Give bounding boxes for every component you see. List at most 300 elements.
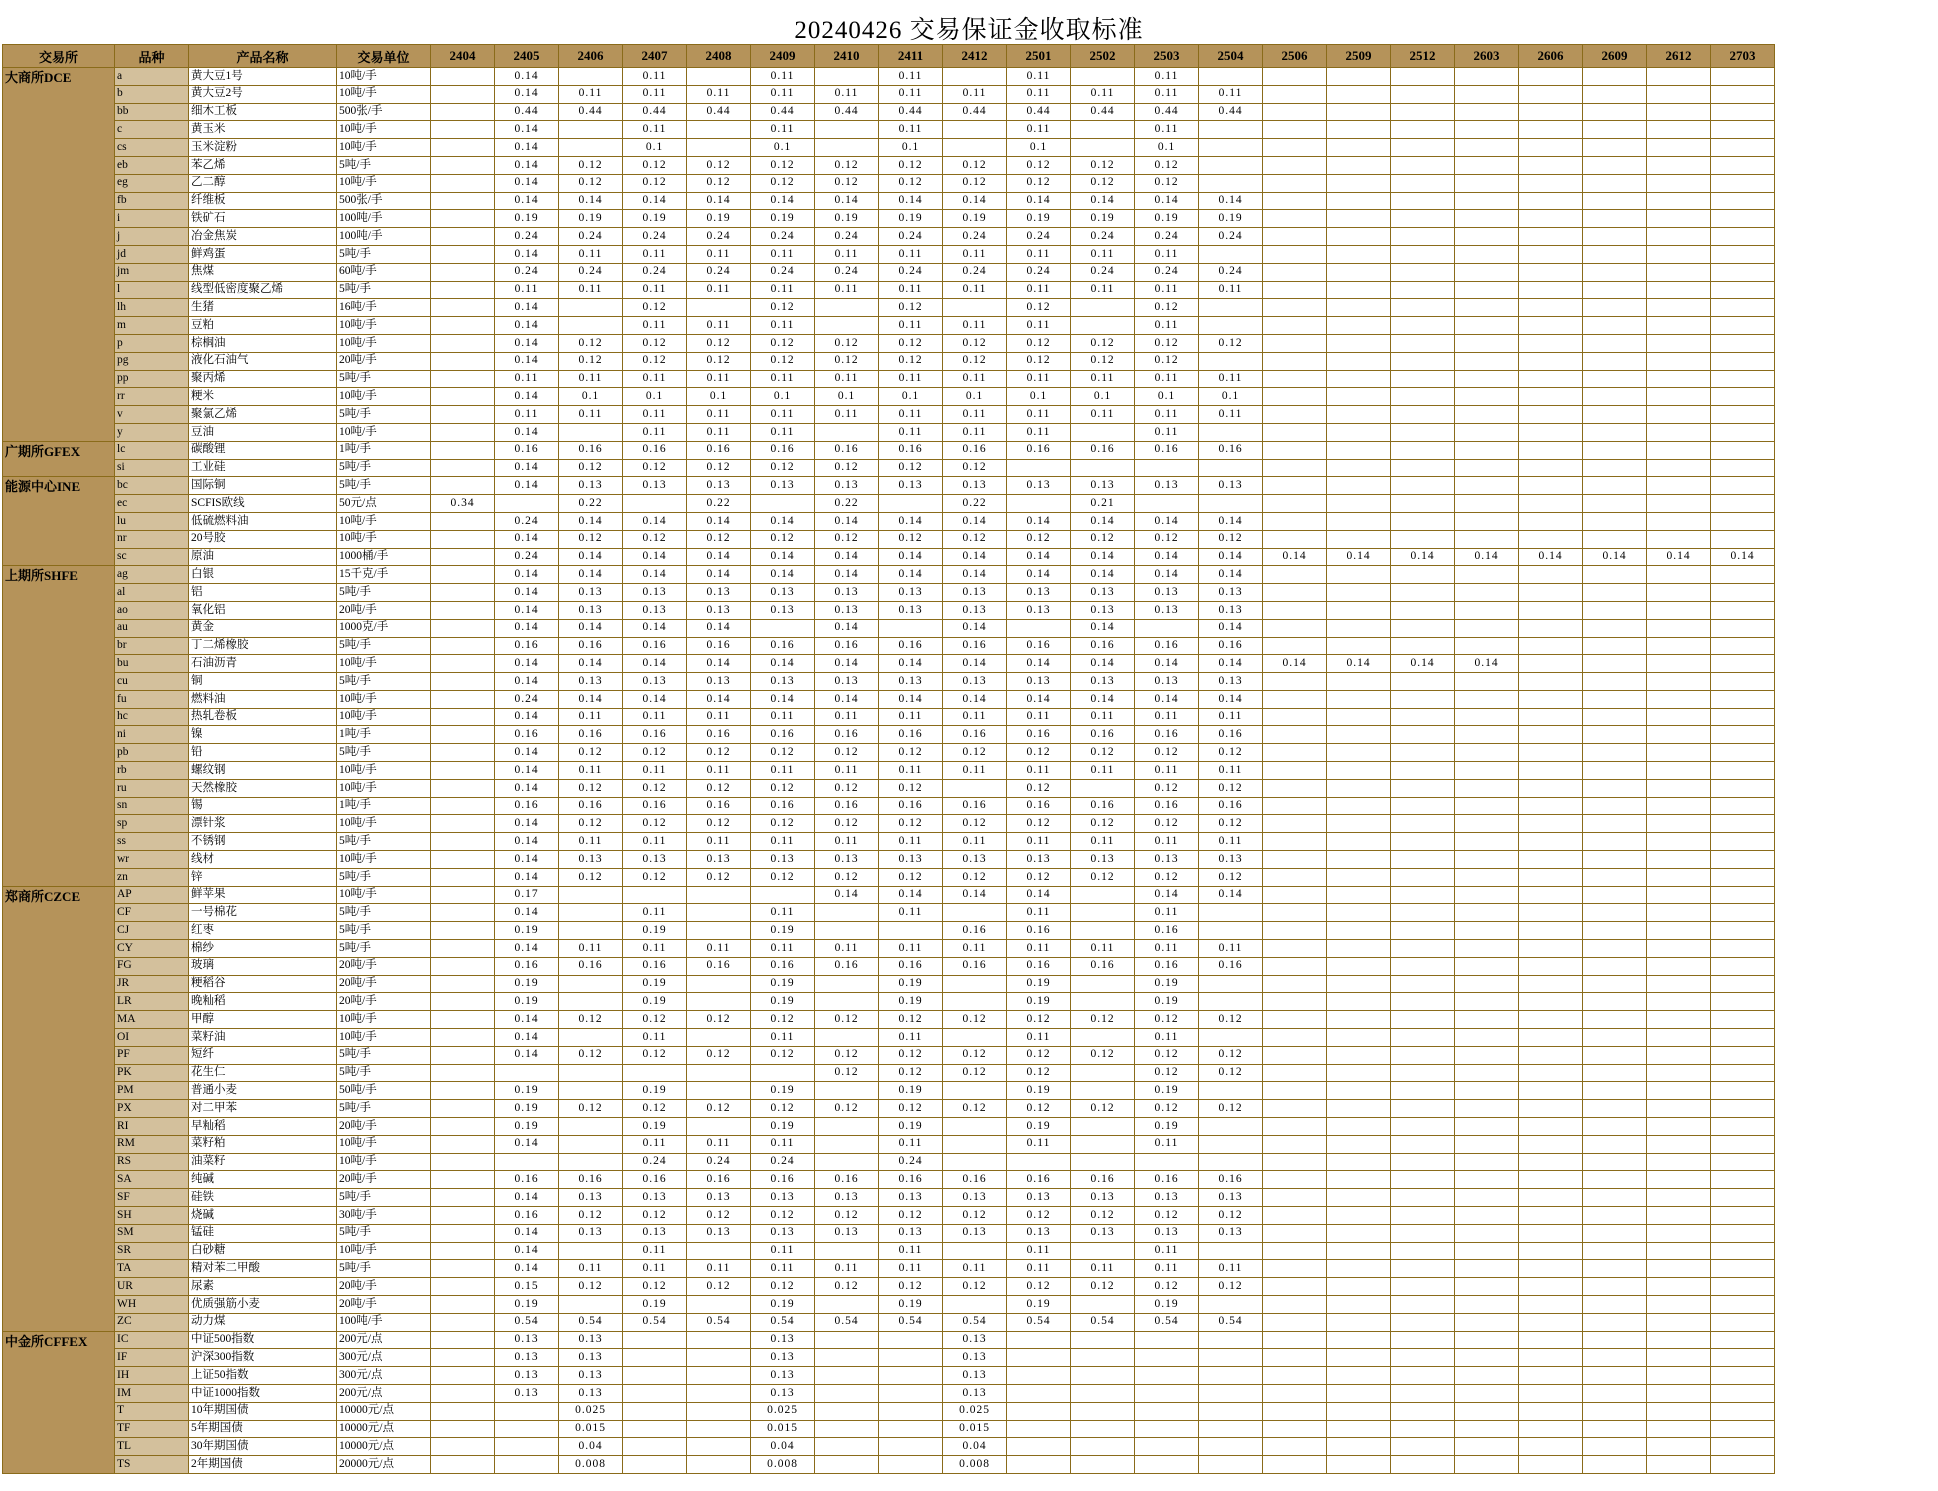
value-cell-bu-2409: 0.14 <box>751 655 815 673</box>
value-cell-CF-2405: 0.14 <box>495 904 559 922</box>
value-cell-RS-2606 <box>1519 1153 1583 1171</box>
value-cell-si-2406: 0.12 <box>559 459 623 477</box>
value-cell-PM-2409: 0.19 <box>751 1082 815 1100</box>
code-cell: zn <box>115 868 189 886</box>
product-name-cell: 中证500指数 <box>189 1331 337 1349</box>
unit-cell: 10吨/手 <box>337 1153 431 1171</box>
value-cell-si-2411: 0.12 <box>879 459 943 477</box>
value-cell-j-2503: 0.24 <box>1135 228 1199 246</box>
value-cell-SM-2501: 0.13 <box>1007 1224 1071 1242</box>
value-cell-lh-2502 <box>1071 299 1135 317</box>
col-header-month-2612: 2612 <box>1647 45 1711 68</box>
value-cell-IM-2503 <box>1135 1384 1199 1402</box>
value-cell-jm-2411: 0.24 <box>879 263 943 281</box>
value-cell-T-2411 <box>879 1402 943 1420</box>
value-cell-nr-2406: 0.12 <box>559 530 623 548</box>
value-cell-MA-2408: 0.12 <box>687 1011 751 1029</box>
value-cell-IH-2504 <box>1199 1367 1263 1385</box>
value-cell-pp-2411: 0.11 <box>879 370 943 388</box>
value-cell-lu-2503: 0.14 <box>1135 512 1199 530</box>
value-cell-FG-2512 <box>1391 957 1455 975</box>
unit-cell: 10吨/手 <box>337 1135 431 1153</box>
value-cell-al-2408: 0.13 <box>687 584 751 602</box>
value-cell-sc-2506: 0.14 <box>1263 548 1327 566</box>
table-row-eg <box>3 174 1775 192</box>
value-cell-l-2410: 0.11 <box>815 281 879 299</box>
value-cell-jd-2412: 0.11 <box>943 245 1007 263</box>
exchange-cell: 中金所CFFEX <box>3 1331 115 1473</box>
value-cell-pg-2703 <box>1711 352 1775 370</box>
value-cell-RS-2506 <box>1263 1153 1327 1171</box>
exchange-cell: 能源中心INE <box>3 477 115 566</box>
code-cell: c <box>115 121 189 139</box>
value-cell-CJ-2408 <box>687 922 751 940</box>
value-cell-MA-2407: 0.12 <box>623 1011 687 1029</box>
value-cell-CF-2503: 0.11 <box>1135 904 1199 922</box>
value-cell-b-2412: 0.11 <box>943 85 1007 103</box>
value-cell-au-2411 <box>879 619 943 637</box>
value-cell-ZC-2406: 0.54 <box>559 1313 623 1331</box>
value-cell-RM-2409: 0.11 <box>751 1135 815 1153</box>
value-cell-zn-2409: 0.12 <box>751 868 815 886</box>
value-cell-PM-2411: 0.19 <box>879 1082 943 1100</box>
value-cell-TF-2606 <box>1519 1420 1583 1438</box>
value-cell-IM-2407 <box>623 1384 687 1402</box>
value-cell-bc-2609 <box>1583 477 1647 495</box>
value-cell-l-2503: 0.11 <box>1135 281 1199 299</box>
value-cell-lu-2407: 0.14 <box>623 512 687 530</box>
margin-table-body <box>3 68 1775 1474</box>
value-cell-SA-2410: 0.16 <box>815 1171 879 1189</box>
value-cell-cs-2506 <box>1263 139 1327 157</box>
value-cell-zn-2509 <box>1327 868 1391 886</box>
value-cell-ss-2509 <box>1327 833 1391 851</box>
value-cell-T-2509 <box>1327 1402 1391 1420</box>
value-cell-hc-2502: 0.11 <box>1071 708 1135 726</box>
value-cell-pb-2411: 0.12 <box>879 744 943 762</box>
value-cell-m-2501: 0.11 <box>1007 317 1071 335</box>
value-cell-pg-2409: 0.12 <box>751 352 815 370</box>
value-cell-RM-2412 <box>943 1135 1007 1153</box>
value-cell-pg-2506 <box>1263 352 1327 370</box>
value-cell-l-2703 <box>1711 281 1775 299</box>
unit-cell: 100吨/手 <box>337 210 431 228</box>
code-cell: j <box>115 228 189 246</box>
col-header-month-2703: 2703 <box>1711 45 1775 68</box>
value-cell-i-2504: 0.19 <box>1199 210 1263 228</box>
value-cell-IM-2408 <box>687 1384 751 1402</box>
value-cell-RS-2609 <box>1583 1153 1647 1171</box>
product-name-cell: 对二甲苯 <box>189 1100 337 1118</box>
unit-cell: 5吨/手 <box>337 904 431 922</box>
value-cell-nr-2509 <box>1327 530 1391 548</box>
value-cell-PM-2606 <box>1519 1082 1583 1100</box>
value-cell-ru-2410: 0.12 <box>815 779 879 797</box>
value-cell-cu-2409: 0.13 <box>751 673 815 691</box>
value-cell-FG-2408: 0.16 <box>687 957 751 975</box>
unit-cell: 5吨/手 <box>337 1100 431 1118</box>
value-cell-sn-2406: 0.16 <box>559 797 623 815</box>
value-cell-TF-2512 <box>1391 1420 1455 1438</box>
value-cell-TL-2503 <box>1135 1438 1199 1456</box>
value-cell-pb-2406: 0.12 <box>559 744 623 762</box>
value-cell-ni-2407: 0.16 <box>623 726 687 744</box>
value-cell-hc-2504: 0.11 <box>1199 708 1263 726</box>
unit-cell: 5吨/手 <box>337 156 431 174</box>
value-cell-ni-2504: 0.16 <box>1199 726 1263 744</box>
value-cell-PF-2512 <box>1391 1046 1455 1064</box>
value-cell-bb-2411: 0.44 <box>879 103 943 121</box>
code-cell: bc <box>115 477 189 495</box>
value-cell-WH-2411: 0.19 <box>879 1295 943 1313</box>
value-cell-jm-2509 <box>1327 263 1391 281</box>
value-cell-ss-2703 <box>1711 833 1775 851</box>
product-name-cell: SCFIS欧线 <box>189 495 337 513</box>
value-cell-eb-2411: 0.12 <box>879 156 943 174</box>
value-cell-j-2406: 0.24 <box>559 228 623 246</box>
value-cell-TL-2406: 0.04 <box>559 1438 623 1456</box>
value-cell-rb-2509 <box>1327 762 1391 780</box>
value-cell-c-2509 <box>1327 121 1391 139</box>
value-cell-nr-2512 <box>1391 530 1455 548</box>
value-cell-PX-2504: 0.12 <box>1199 1100 1263 1118</box>
value-cell-AP-2411: 0.14 <box>879 886 943 904</box>
value-cell-cu-2408: 0.13 <box>687 673 751 691</box>
value-cell-T-2406: 0.025 <box>559 1402 623 1420</box>
value-cell-ru-2501: 0.12 <box>1007 779 1071 797</box>
value-cell-MA-2509 <box>1327 1011 1391 1029</box>
value-cell-SH-2412: 0.12 <box>943 1207 1007 1225</box>
value-cell-fb-2502: 0.14 <box>1071 192 1135 210</box>
table-row-p <box>3 334 1775 352</box>
value-cell-ao-2503: 0.13 <box>1135 601 1199 619</box>
product-name-cell: 低硫燃料油 <box>189 512 337 530</box>
code-cell: RS <box>115 1153 189 1171</box>
value-cell-TF-2411 <box>879 1420 943 1438</box>
value-cell-lh-2410 <box>815 299 879 317</box>
value-cell-PX-2503: 0.12 <box>1135 1100 1199 1118</box>
value-cell-v-2411: 0.11 <box>879 406 943 424</box>
value-cell-FG-2503: 0.16 <box>1135 957 1199 975</box>
code-cell: fb <box>115 192 189 210</box>
value-cell-bc-2404 <box>431 477 495 495</box>
value-cell-CY-2503: 0.11 <box>1135 940 1199 958</box>
value-cell-IH-2506 <box>1263 1367 1327 1385</box>
value-cell-PF-2405: 0.14 <box>495 1046 559 1064</box>
value-cell-sc-2406: 0.14 <box>559 548 623 566</box>
value-cell-c-2410 <box>815 121 879 139</box>
unit-cell: 60吨/手 <box>337 263 431 281</box>
value-cell-jm-2405: 0.24 <box>495 263 559 281</box>
value-cell-ni-2503: 0.16 <box>1135 726 1199 744</box>
value-cell-si-2509 <box>1327 459 1391 477</box>
value-cell-RM-2501: 0.11 <box>1007 1135 1071 1153</box>
value-cell-jd-2603 <box>1455 245 1519 263</box>
value-cell-PX-2603 <box>1455 1100 1519 1118</box>
value-cell-IC-2406: 0.13 <box>559 1331 623 1349</box>
value-cell-lh-2501: 0.12 <box>1007 299 1071 317</box>
value-cell-jd-2407: 0.11 <box>623 245 687 263</box>
value-cell-CJ-2404 <box>431 922 495 940</box>
value-cell-c-2503: 0.11 <box>1135 121 1199 139</box>
value-cell-AP-2504: 0.14 <box>1199 886 1263 904</box>
value-cell-ZC-2603 <box>1455 1313 1519 1331</box>
code-cell: TA <box>115 1260 189 1278</box>
value-cell-bu-2410: 0.14 <box>815 655 879 673</box>
value-cell-j-2412: 0.24 <box>943 228 1007 246</box>
value-cell-ss-2603 <box>1455 833 1519 851</box>
value-cell-sp-2412: 0.12 <box>943 815 1007 833</box>
value-cell-c-2606 <box>1519 121 1583 139</box>
value-cell-WH-2512 <box>1391 1295 1455 1313</box>
value-cell-SM-2509 <box>1327 1224 1391 1242</box>
value-cell-IC-2409: 0.13 <box>751 1331 815 1349</box>
value-cell-RI-2612 <box>1647 1118 1711 1136</box>
value-cell-cs-2407: 0.1 <box>623 139 687 157</box>
code-cell: AP <box>115 886 189 904</box>
value-cell-OI-2504 <box>1199 1029 1263 1047</box>
value-cell-FG-2509 <box>1327 957 1391 975</box>
value-cell-wr-2412: 0.13 <box>943 851 1007 869</box>
value-cell-l-2405: 0.11 <box>495 281 559 299</box>
value-cell-PK-2407 <box>623 1064 687 1082</box>
product-name-cell: 油菜籽 <box>189 1153 337 1171</box>
table-row-PK <box>3 1064 1775 1082</box>
unit-cell: 5吨/手 <box>337 1224 431 1242</box>
table-row-m <box>3 317 1775 335</box>
value-cell-hc-2703 <box>1711 708 1775 726</box>
unit-cell: 10吨/手 <box>337 423 431 441</box>
value-cell-eg-2612 <box>1647 174 1711 192</box>
value-cell-ZC-2410: 0.54 <box>815 1313 879 1331</box>
value-cell-FG-2405: 0.16 <box>495 957 559 975</box>
value-cell-JR-2503: 0.19 <box>1135 975 1199 993</box>
col-header-label-0: 交易所 <box>3 45 115 68</box>
value-cell-ru-2612 <box>1647 779 1711 797</box>
value-cell-MA-2410: 0.12 <box>815 1011 879 1029</box>
value-cell-a-2406 <box>559 68 623 86</box>
value-cell-b-2501: 0.11 <box>1007 85 1071 103</box>
value-cell-ao-2408: 0.13 <box>687 601 751 619</box>
value-cell-UR-2404 <box>431 1278 495 1296</box>
value-cell-SA-2405: 0.16 <box>495 1171 559 1189</box>
value-cell-v-2501: 0.11 <box>1007 406 1071 424</box>
value-cell-cu-2502: 0.13 <box>1071 673 1135 691</box>
value-cell-MA-2609 <box>1583 1011 1647 1029</box>
table-row-IM <box>3 1384 1775 1402</box>
value-cell-ZC-2512 <box>1391 1313 1455 1331</box>
value-cell-i-2612 <box>1647 210 1711 228</box>
value-cell-AP-2703 <box>1711 886 1775 904</box>
value-cell-p-2612 <box>1647 334 1711 352</box>
code-cell: rb <box>115 762 189 780</box>
value-cell-SM-2411: 0.13 <box>879 1224 943 1242</box>
value-cell-TS-2612 <box>1647 1456 1711 1474</box>
value-cell-FG-2412: 0.16 <box>943 957 1007 975</box>
value-cell-au-2609 <box>1583 619 1647 637</box>
value-cell-IH-2410 <box>815 1367 879 1385</box>
value-cell-ni-2609 <box>1583 726 1647 744</box>
value-cell-OI-2406 <box>559 1029 623 1047</box>
value-cell-JR-2609 <box>1583 975 1647 993</box>
value-cell-cu-2410: 0.13 <box>815 673 879 691</box>
value-cell-jm-2501: 0.24 <box>1007 263 1071 281</box>
value-cell-sc-2501: 0.14 <box>1007 548 1071 566</box>
value-cell-m-2410 <box>815 317 879 335</box>
value-cell-TF-2609 <box>1583 1420 1647 1438</box>
value-cell-rr-2703 <box>1711 388 1775 406</box>
product-name-cell: 2年期国债 <box>189 1456 337 1474</box>
value-cell-UR-2603 <box>1455 1278 1519 1296</box>
value-cell-PM-2405: 0.19 <box>495 1082 559 1100</box>
value-cell-zn-2503: 0.12 <box>1135 868 1199 886</box>
value-cell-eb-2406: 0.12 <box>559 156 623 174</box>
product-name-cell: 冶金焦炭 <box>189 228 337 246</box>
product-name-cell: 黄玉米 <box>189 121 337 139</box>
value-cell-al-2409: 0.13 <box>751 584 815 602</box>
value-cell-rb-2502: 0.11 <box>1071 762 1135 780</box>
table-row-CF <box>3 904 1775 922</box>
value-cell-pb-2612 <box>1647 744 1711 762</box>
value-cell-rb-2512 <box>1391 762 1455 780</box>
value-cell-rb-2501: 0.11 <box>1007 762 1071 780</box>
value-cell-sn-2612 <box>1647 797 1711 815</box>
value-cell-sc-2603: 0.14 <box>1455 548 1519 566</box>
value-cell-bc-2502: 0.13 <box>1071 477 1135 495</box>
value-cell-TL-2512 <box>1391 1438 1455 1456</box>
value-cell-ni-2412: 0.16 <box>943 726 1007 744</box>
code-cell: IM <box>115 1384 189 1402</box>
value-cell-OI-2404 <box>431 1029 495 1047</box>
value-cell-cs-2612 <box>1647 139 1711 157</box>
value-cell-y-2409: 0.11 <box>751 423 815 441</box>
value-cell-SR-2409: 0.11 <box>751 1242 815 1260</box>
value-cell-si-2506 <box>1263 459 1327 477</box>
product-name-cell: 菜籽油 <box>189 1029 337 1047</box>
col-header-month-2506: 2506 <box>1263 45 1327 68</box>
value-cell-lu-2410: 0.14 <box>815 512 879 530</box>
value-cell-JR-2506 <box>1263 975 1327 993</box>
value-cell-fb-2409: 0.14 <box>751 192 815 210</box>
value-cell-l-2406: 0.11 <box>559 281 623 299</box>
value-cell-LR-2512 <box>1391 993 1455 1011</box>
code-cell: fu <box>115 690 189 708</box>
value-cell-JR-2606 <box>1519 975 1583 993</box>
value-cell-AP-2408 <box>687 886 751 904</box>
value-cell-a-2411: 0.11 <box>879 68 943 86</box>
value-cell-eg-2606 <box>1519 174 1583 192</box>
value-cell-RM-2503: 0.11 <box>1135 1135 1199 1153</box>
value-cell-IC-2503 <box>1135 1331 1199 1349</box>
value-cell-IM-2411 <box>879 1384 943 1402</box>
code-cell: IF <box>115 1349 189 1367</box>
value-cell-TS-2509 <box>1327 1456 1391 1474</box>
value-cell-sc-2503: 0.14 <box>1135 548 1199 566</box>
value-cell-lh-2603 <box>1455 299 1519 317</box>
code-cell: OI <box>115 1029 189 1047</box>
product-name-cell: 氧化铝 <box>189 601 337 619</box>
code-cell: SH <box>115 1207 189 1225</box>
code-cell: JR <box>115 975 189 993</box>
value-cell-si-2405: 0.14 <box>495 459 559 477</box>
value-cell-y-2411: 0.11 <box>879 423 943 441</box>
value-cell-zn-2411: 0.12 <box>879 868 943 886</box>
product-name-cell: 纯碱 <box>189 1171 337 1189</box>
value-cell-T-2503 <box>1135 1402 1199 1420</box>
value-cell-RI-2603 <box>1455 1118 1519 1136</box>
value-cell-PM-2404 <box>431 1082 495 1100</box>
value-cell-LR-2411: 0.19 <box>879 993 943 1011</box>
product-name-cell: 苯乙烯 <box>189 156 337 174</box>
product-name-cell: 精对苯二甲酸 <box>189 1260 337 1278</box>
value-cell-FG-2606 <box>1519 957 1583 975</box>
value-cell-rr-2409: 0.1 <box>751 388 815 406</box>
value-cell-PF-2503: 0.12 <box>1135 1046 1199 1064</box>
value-cell-pp-2504: 0.11 <box>1199 370 1263 388</box>
value-cell-PX-2703 <box>1711 1100 1775 1118</box>
value-cell-PX-2506 <box>1263 1100 1327 1118</box>
value-cell-SM-2512 <box>1391 1224 1455 1242</box>
value-cell-PF-2603 <box>1455 1046 1519 1064</box>
value-cell-TA-2512 <box>1391 1260 1455 1278</box>
value-cell-SF-2503: 0.13 <box>1135 1189 1199 1207</box>
value-cell-WH-2609 <box>1583 1295 1647 1313</box>
value-cell-SH-2406: 0.12 <box>559 1207 623 1225</box>
value-cell-T-2407 <box>623 1402 687 1420</box>
value-cell-eb-2506 <box>1263 156 1327 174</box>
value-cell-a-2409: 0.11 <box>751 68 815 86</box>
value-cell-i-2512 <box>1391 210 1455 228</box>
value-cell-zn-2412: 0.12 <box>943 868 1007 886</box>
value-cell-si-2502 <box>1071 459 1135 477</box>
value-cell-eg-2404 <box>431 174 495 192</box>
value-cell-y-2512 <box>1391 423 1455 441</box>
value-cell-i-2503: 0.19 <box>1135 210 1199 228</box>
value-cell-bb-2512 <box>1391 103 1455 121</box>
value-cell-br-2501: 0.16 <box>1007 637 1071 655</box>
value-cell-RS-2509 <box>1327 1153 1391 1171</box>
table-row-ss <box>3 833 1775 851</box>
value-cell-LR-2501: 0.19 <box>1007 993 1071 1011</box>
value-cell-m-2506 <box>1263 317 1327 335</box>
value-cell-lc-2512 <box>1391 441 1455 459</box>
value-cell-v-2407: 0.11 <box>623 406 687 424</box>
value-cell-sc-2408: 0.14 <box>687 548 751 566</box>
value-cell-bc-2501: 0.13 <box>1007 477 1071 495</box>
value-cell-a-2501: 0.11 <box>1007 68 1071 86</box>
table-row-MA <box>3 1011 1775 1029</box>
value-cell-ec-2703 <box>1711 495 1775 513</box>
value-cell-fu-2503: 0.14 <box>1135 690 1199 708</box>
value-cell-SA-2411: 0.16 <box>879 1171 943 1189</box>
value-cell-lc-2612 <box>1647 441 1711 459</box>
value-cell-OI-2405: 0.14 <box>495 1029 559 1047</box>
code-cell: TS <box>115 1456 189 1474</box>
table-row-SR <box>3 1242 1775 1260</box>
value-cell-SA-2509 <box>1327 1171 1391 1189</box>
value-cell-OI-2512 <box>1391 1029 1455 1047</box>
col-header-month-2501: 2501 <box>1007 45 1071 68</box>
value-cell-CJ-2509 <box>1327 922 1391 940</box>
value-cell-sn-2405: 0.16 <box>495 797 559 815</box>
value-cell-ag-2405: 0.14 <box>495 566 559 584</box>
value-cell-br-2504: 0.16 <box>1199 637 1263 655</box>
unit-cell: 5吨/手 <box>337 406 431 424</box>
value-cell-TA-2405: 0.14 <box>495 1260 559 1278</box>
value-cell-PK-2506 <box>1263 1064 1327 1082</box>
value-cell-WH-2612 <box>1647 1295 1711 1313</box>
value-cell-CF-2501: 0.11 <box>1007 904 1071 922</box>
